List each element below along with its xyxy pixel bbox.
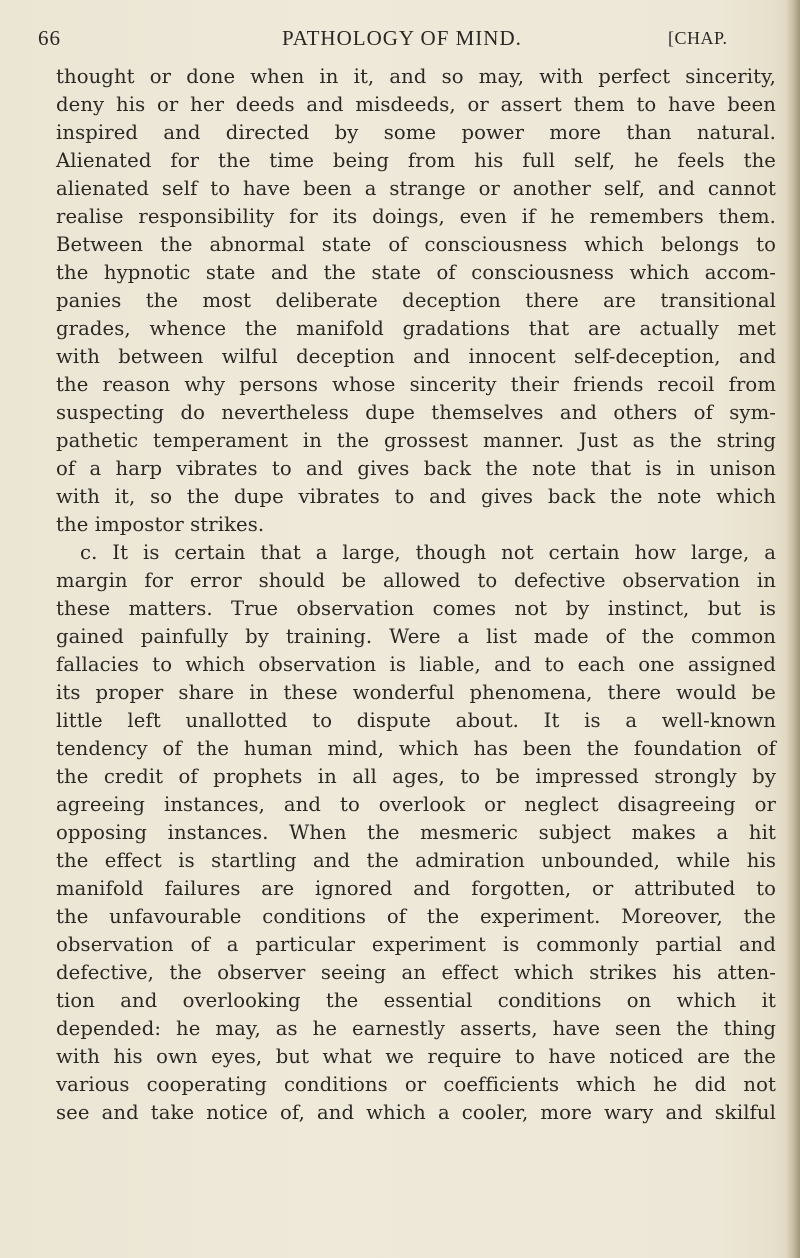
text-line: inspired and directed by some power more than natural. <box>56 121 776 144</box>
text-line: Alienated for the time being from his full self, he feels the <box>56 149 776 172</box>
page-title: PATHOLOGY OF MIND. <box>282 26 522 50</box>
text-line: margin for error should be allowed to defective observation in <box>56 569 776 592</box>
text-line: the impostor strikes. <box>56 513 265 536</box>
text-line: c. It is certain that a large, though not certain how large, a <box>80 541 776 564</box>
text-line: Between the abnormal state of consciousness which belongs to <box>56 233 776 256</box>
text-line: depended: he may, as he earnestly asserts, have seen the thing <box>56 1017 776 1040</box>
text-line: pathetic temperament in the grossest manner. Just as the string <box>56 429 776 452</box>
text-line: tendency of the human mind, which has been the foundation of <box>56 737 776 760</box>
text-line: deny his or her deeds and misdeeds, or assert them to have been <box>56 93 776 116</box>
text-line: the unfavourable conditions of the experiment. Moreover, the <box>56 905 776 928</box>
text-line: these matters. True observation comes not by instinct, but is <box>56 597 776 620</box>
text-line: with between wilful deception and innocent self-deception, and <box>56 345 776 368</box>
text-line: defective, the observer seeing an effect which strikes his atten- <box>56 961 776 984</box>
chapter-label: [CHAP. <box>668 28 728 48</box>
page-number: 66 <box>38 26 61 50</box>
text-line: of a harp vibrates to and gives back the note that is in unison <box>56 457 776 480</box>
text-line: with his own eyes, but what we require to have noticed are the <box>56 1045 776 1068</box>
text-line: agreeing instances, and to overlook or neglect disagreeing or <box>56 793 776 816</box>
text-line: opposing instances. When the mesmeric subject makes a hit <box>56 821 776 844</box>
text-line: little left unallotted to dispute about. It is a well-known <box>56 709 776 732</box>
text-line: alienated self to have been a strange or another self, and cannot <box>56 177 776 200</box>
text-line: the credit of prophets in all ages, to be impressed strongly by <box>56 765 776 788</box>
text-line: the reason why persons whose sincerity their friends recoil from <box>56 373 776 396</box>
body-text <box>56 63 776 1127</box>
text-line: fallacies to which observation is liable, and to each one assigned <box>56 653 776 676</box>
text-line: its proper share in these wonderful phenomena, there would be <box>56 681 776 704</box>
text-line: gained painfully by training. Were a list made of the common <box>56 625 776 648</box>
text-line: thought or done when in it, and so may, with perfect sincerity, <box>56 65 776 88</box>
running-head <box>38 26 768 54</box>
text-line: suspecting do nevertheless dupe themselves and others of sym- <box>56 401 776 424</box>
text-line: the effect is startling and the admiration unbounded, while his <box>56 849 776 872</box>
text-line: with it, so the dupe vibrates to and gives back the note which <box>56 485 776 508</box>
text-line: observation of a particular experiment is commonly partial and <box>56 933 776 956</box>
text-line: see and take notice of, and which a cooler, more wary and skilful <box>56 1101 776 1124</box>
text-line: the hypnotic state and the state of consciousness which accom- <box>56 261 776 284</box>
text-line: grades, whence the manifold gradations that are actually met <box>56 317 776 340</box>
text-line: manifold failures are ignored and forgotten, or attributed to <box>56 877 776 900</box>
text-line: various cooperating conditions or coefficients which he did not <box>56 1073 776 1096</box>
text-line: panies the most deliberate deception there are transitional <box>56 289 776 312</box>
text-line: tion and overlooking the essential conditions on which it <box>56 989 776 1012</box>
page-edge-shadow <box>786 0 800 1258</box>
text-line: realise responsibility for its doings, even if he remembers them. <box>56 205 776 228</box>
